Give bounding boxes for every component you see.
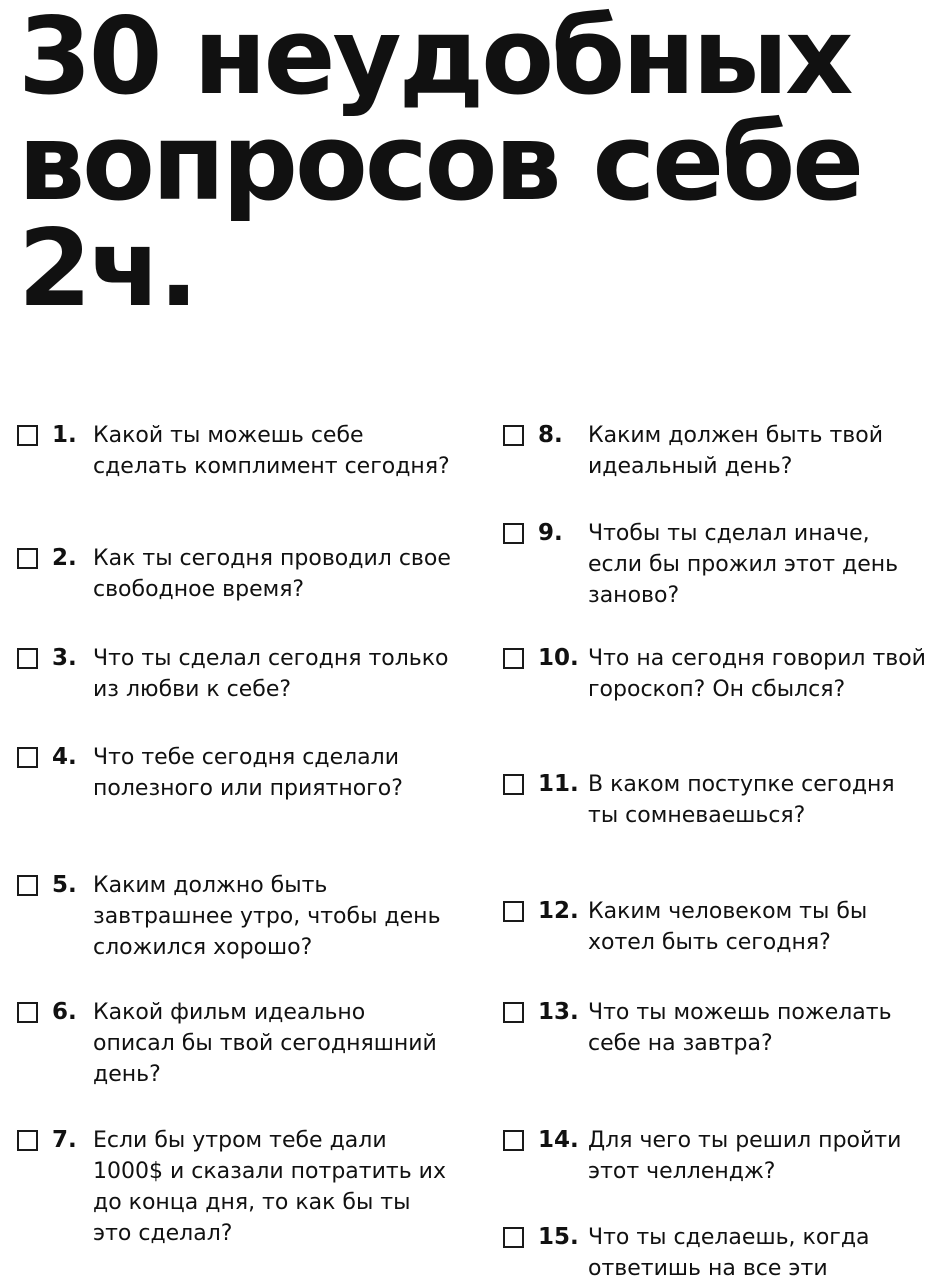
question-10-number: 10. bbox=[538, 645, 579, 671]
question-item-14 bbox=[503, 1125, 928, 1187]
title-line-2: вопросов себе bbox=[18, 101, 862, 224]
question-6-checkbox[interactable] bbox=[17, 1002, 38, 1023]
question-2-number: 2. bbox=[52, 545, 77, 571]
question-15-checkbox[interactable] bbox=[503, 1227, 524, 1248]
question-5-text: Каким должно быть завтрашнее утро, чтобы день сложился хорошо? bbox=[93, 873, 441, 960]
question-2-checkbox[interactable] bbox=[17, 548, 38, 569]
question-6-number: 6. bbox=[52, 999, 77, 1025]
question-4-checkbox[interactable] bbox=[17, 747, 38, 768]
question-item-11 bbox=[503, 769, 928, 831]
question-14-text: Для чего ты решил пройти этот челлендж? bbox=[588, 1128, 902, 1184]
question-1-checkbox[interactable] bbox=[17, 425, 38, 446]
question-item-15 bbox=[503, 1222, 928, 1284]
question-10-checkbox[interactable] bbox=[503, 648, 524, 669]
question-item-10 bbox=[503, 643, 928, 705]
question-15-text: Что ты сделаешь, когда ответишь на все эти bbox=[588, 1225, 870, 1281]
question-13-text: Что ты можешь пожелать себе на завтра? bbox=[588, 1000, 892, 1056]
question-item-2 bbox=[17, 543, 453, 605]
question-3-text: Что ты сделал сегодня только из любви к себе? bbox=[93, 646, 449, 702]
question-11-text: В каком поступке сегодня ты сомневаешься? bbox=[588, 772, 895, 828]
title-line-1: 30 неудобных bbox=[18, 0, 851, 118]
question-item-13 bbox=[503, 997, 928, 1059]
question-3-checkbox[interactable] bbox=[17, 648, 38, 669]
question-7-checkbox[interactable] bbox=[17, 1130, 38, 1151]
question-8-text: Каким должен быть твой идеальный день? bbox=[588, 423, 883, 479]
question-item-1 bbox=[17, 420, 453, 482]
question-1-number: 1. bbox=[52, 422, 77, 448]
question-12-text: Каким человеком ты бы хотел быть сегодня? bbox=[588, 899, 868, 955]
page-title bbox=[18, 0, 862, 330]
question-4-number: 4. bbox=[52, 744, 77, 770]
question-1-text: Какой ты можешь себе сделать комплимент сегодня? bbox=[93, 423, 450, 479]
question-5-checkbox[interactable] bbox=[17, 875, 38, 896]
question-7-number: 7. bbox=[52, 1127, 77, 1153]
question-14-checkbox[interactable] bbox=[503, 1130, 524, 1151]
question-12-checkbox[interactable] bbox=[503, 901, 524, 922]
question-5-number: 5. bbox=[52, 872, 77, 898]
question-6-text: Какой фильм идеально описал бы твой сегодняшний день? bbox=[93, 1000, 437, 1087]
question-12-number: 12. bbox=[538, 898, 579, 924]
question-2-text: Как ты сегодня проводил свое свободное время? bbox=[93, 546, 451, 602]
question-8-checkbox[interactable] bbox=[503, 425, 524, 446]
question-13-checkbox[interactable] bbox=[503, 1002, 524, 1023]
question-item-8 bbox=[503, 420, 928, 482]
question-item-9 bbox=[503, 518, 928, 611]
question-14-number: 14. bbox=[538, 1127, 579, 1153]
question-item-3 bbox=[17, 643, 453, 705]
question-10-text: Что на сегодня говорил твой гороскоп? Он сбылся? bbox=[588, 646, 926, 702]
question-item-7 bbox=[17, 1125, 453, 1249]
question-item-4 bbox=[17, 742, 453, 804]
question-7-text: Если бы утром тебе дали 1000$ и сказали потратить их до конца дня, то как бы ты это сделал? bbox=[93, 1128, 446, 1246]
question-item-12 bbox=[503, 896, 928, 958]
question-8-number: 8. bbox=[538, 422, 563, 448]
question-13-number: 13. bbox=[538, 999, 579, 1025]
question-9-checkbox[interactable] bbox=[503, 523, 524, 544]
question-3-number: 3. bbox=[52, 645, 77, 671]
question-11-checkbox[interactable] bbox=[503, 774, 524, 795]
title-line-3: 2ч. bbox=[18, 207, 196, 330]
question-9-number: 9. bbox=[538, 520, 563, 546]
question-15-number: 15. bbox=[538, 1224, 579, 1250]
question-4-text: Что тебе сегодня сделали полезного или приятного? bbox=[93, 745, 403, 801]
question-11-number: 11. bbox=[538, 771, 579, 797]
question-item-5 bbox=[17, 870, 453, 963]
question-item-6 bbox=[17, 997, 453, 1090]
question-9-text: Чтобы ты сделал иначе, если бы прожил этот день заново? bbox=[588, 521, 899, 608]
